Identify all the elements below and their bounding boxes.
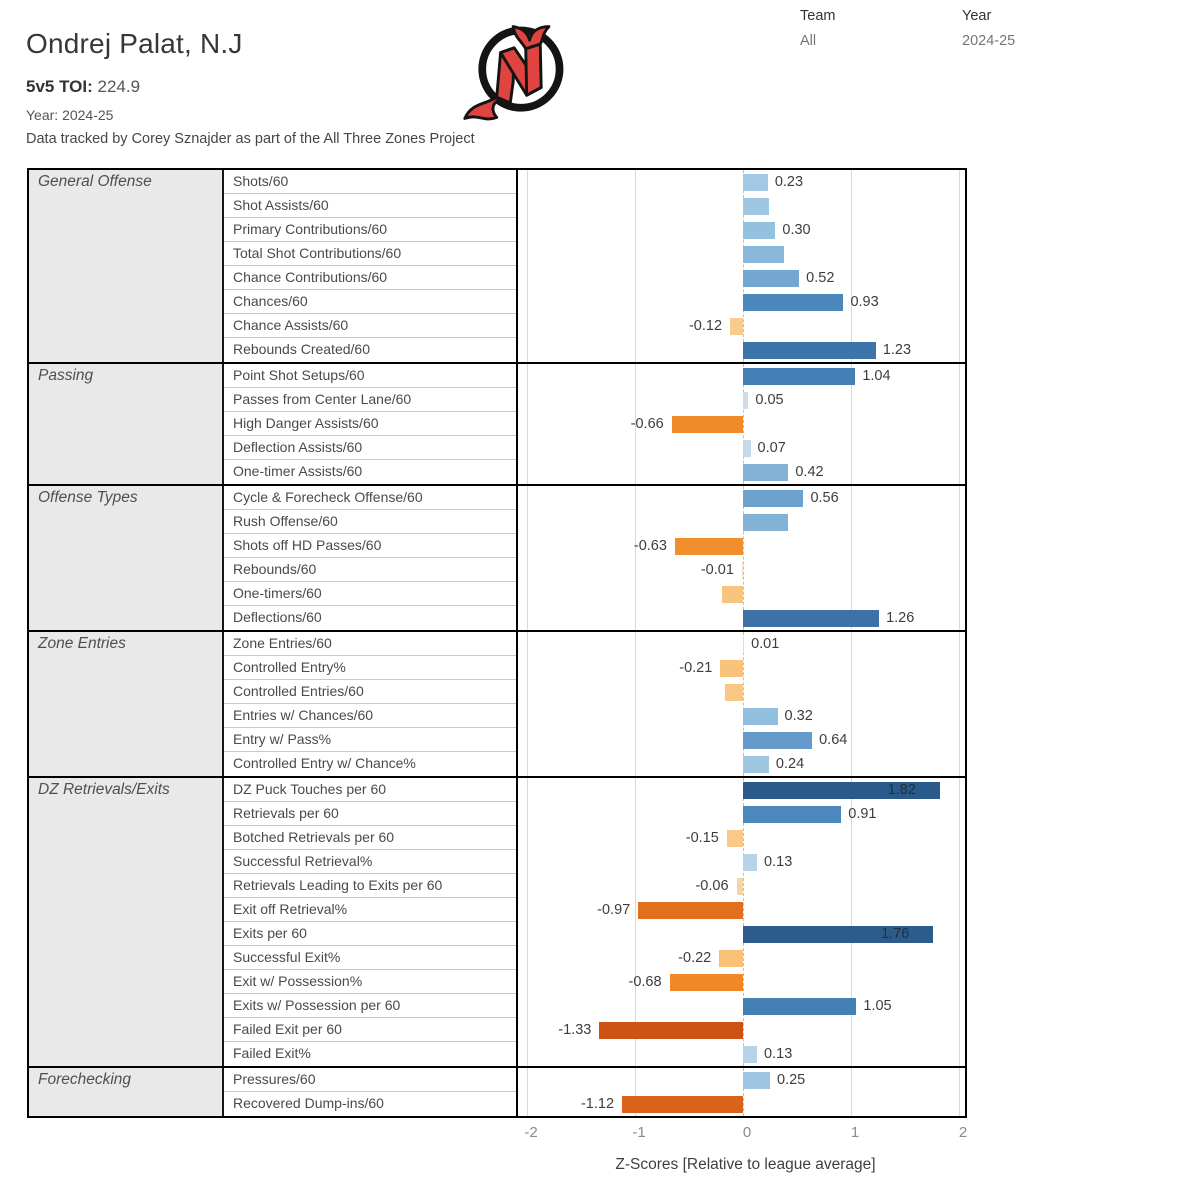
gridline (635, 632, 636, 776)
metric-list (224, 170, 518, 362)
bar-shot-assists-60[interactable] (743, 198, 769, 215)
gridline (527, 778, 528, 1066)
bar-value-label: 0.13 (764, 1046, 793, 1062)
metric-list (224, 1068, 518, 1116)
bar-cycle-forecheck-offense-60[interactable] (743, 490, 803, 507)
bar-shots-off-hd-passes-60[interactable] (675, 538, 743, 555)
gridline (959, 170, 960, 362)
bar-value-label: 0.93 (850, 294, 879, 310)
bar-controlled-entry-[interactable] (720, 660, 743, 677)
metric-label: Successful Retrieval% (224, 850, 516, 874)
bar-value-label: 0.01 (751, 636, 780, 652)
bar-value-label: -0.68 (628, 974, 662, 990)
section-label: Offense Types (29, 486, 224, 630)
section-label: Zone Entries (29, 632, 224, 776)
zero-line (743, 632, 744, 776)
bar-value-label: 0.91 (848, 806, 877, 822)
bar-retrievals-per-60[interactable] (743, 806, 841, 823)
gridline (527, 632, 528, 776)
bar-value-label: 0.25 (777, 1072, 806, 1088)
year-filter (962, 8, 1102, 49)
bar-rebounds-created-60[interactable] (743, 342, 876, 359)
metric-label: Botched Retrievals per 60 (224, 826, 516, 850)
bar-value-label: -1.12 (580, 1096, 615, 1112)
bar-successful-retrieval-[interactable] (743, 854, 757, 871)
gridline (851, 486, 852, 630)
metric-label: Retrievals Leading to Exits per 60 (224, 874, 516, 898)
metric-label: Exits w/ Possession per 60 (224, 994, 516, 1018)
bar-value-label: 0.24 (775, 756, 805, 772)
bar-value-label: -0.63 (633, 538, 667, 554)
metric-label: Failed Exit% (233, 1045, 311, 1061)
chart-panel (518, 170, 965, 362)
gridline (635, 170, 636, 362)
metric-label: Retrievals per 60 (224, 802, 516, 826)
metric-label: Rush Offense/60 (224, 510, 516, 534)
metric-label: Shots off HD Passes/60 (224, 534, 516, 558)
page-title: Ondrej Palat, N.J (26, 28, 243, 59)
metric-label: Exits per 60 (224, 922, 516, 946)
metric-label: One-timers/60 (224, 582, 516, 606)
bar-entry-w-pass-[interactable] (743, 732, 812, 749)
bar-retrievals-leading-to-exits-per-60[interactable] (737, 878, 743, 895)
metric-label: Controlled Entries/60 (224, 680, 516, 704)
bar-value-label: -0.97 (597, 902, 631, 918)
team-filter-value[interactable]: All (800, 33, 817, 49)
chart-panel (518, 1068, 965, 1116)
bar-botched-retrievals-per-60[interactable] (727, 830, 743, 847)
section-forechecking (29, 1066, 965, 1116)
x-axis-tick: 1 (850, 1124, 860, 1141)
stats-table (27, 168, 967, 1118)
gridline (527, 1068, 528, 1116)
bar-value-label: 0.56 (810, 490, 839, 506)
chart-panel (518, 486, 965, 630)
metric-label: Primary Contributions/60 (224, 218, 516, 242)
bar-value-label: 0.52 (806, 270, 835, 286)
bar-value-label: 0.30 (782, 222, 811, 238)
bar-value-label: 1.04 (862, 368, 891, 384)
bar-pressures-60[interactable] (743, 1072, 770, 1089)
metric-label: Chance Contributions/60 (224, 266, 516, 290)
team-filter-label: Team (800, 8, 836, 24)
metric-list (224, 364, 518, 484)
metric-label: Chances/60 (224, 290, 516, 314)
bar-passes-from-center-lane-60[interactable] (743, 392, 748, 409)
metric-label: Rebounds/60 (224, 558, 516, 582)
bar-successful-exit-[interactable] (719, 950, 743, 967)
bar-total-shot-contributions-60[interactable] (743, 246, 784, 263)
zero-line (743, 486, 744, 630)
x-axis (522, 1124, 969, 1144)
bar-value-label: -1.33 (558, 1022, 592, 1038)
bar-zone-entries-60[interactable] (743, 636, 744, 653)
toi-label: 5v5 TOI: (26, 77, 93, 96)
bar-point-shot-setups-60[interactable] (743, 368, 855, 385)
x-axis-tick: -1 (632, 1124, 646, 1141)
metric-label: Entries w/ Chances/60 (224, 704, 516, 728)
chart-panel (518, 632, 965, 776)
section-zone-entries (29, 630, 965, 776)
metric-label: Pressures/60 (224, 1068, 516, 1092)
bar-value-label: 1.76 (881, 926, 910, 942)
x-axis-tick: 0 (742, 1124, 752, 1141)
bar-value-label: 0.13 (764, 854, 793, 870)
bar-value-label: 0.32 (784, 708, 813, 724)
bar-deflection-assists-60[interactable] (743, 440, 751, 457)
bar-value-label: -0.01 (700, 562, 734, 578)
gridline (635, 486, 636, 630)
metric-label: Rebounds Created/60 (233, 341, 370, 357)
bar-value-label: -0.21 (679, 660, 713, 676)
metric-list (224, 632, 518, 776)
bar-value-label: -0.12 (688, 318, 723, 334)
section-label: Forechecking (29, 1068, 224, 1116)
metric-label: High Danger Assists/60 (224, 412, 516, 436)
metric-label: Exit w/ Possession% (224, 970, 516, 994)
x-axis-title: Z-Scores [Relative to league average] (615, 1156, 876, 1173)
bar-primary-contributions-60[interactable] (743, 222, 775, 239)
x-axis-tick: 2 (958, 1124, 968, 1141)
gridline (851, 632, 852, 776)
bar-rush-offense-60[interactable] (743, 514, 788, 531)
toi-line (26, 77, 140, 97)
credit-line: Data tracked by Corey Sznajder as part of the All Three Zones Project (26, 131, 475, 147)
bar-value-label: -0.15 (685, 830, 719, 846)
bar-controlled-entries-60[interactable] (725, 684, 743, 701)
bar-value-label: -0.22 (678, 950, 712, 966)
bar-value-label: 0.23 (774, 174, 804, 190)
gridline (851, 1068, 852, 1116)
year-line: Year: 2024-25 (26, 107, 114, 123)
x-axis-tick: -2 (524, 1124, 538, 1141)
gridline (527, 170, 528, 362)
section-label: Passing (29, 364, 224, 484)
bar-deflections-60[interactable] (743, 610, 879, 627)
bar-entries-w-chances-60[interactable] (743, 708, 778, 725)
bar-failed-exit-per-60[interactable] (599, 1022, 743, 1039)
metric-label: Controlled Entry% (224, 656, 516, 680)
gridline (959, 364, 960, 484)
section-label: DZ Retrievals/Exits (29, 778, 224, 1066)
year-filter-label: Year (962, 8, 992, 24)
metric-label: Point Shot Setups/60 (224, 364, 516, 388)
bar-value-label: 0.05 (755, 392, 784, 408)
section-general-offense (29, 170, 965, 362)
metric-label: Controlled Entry w/ Chance% (233, 755, 416, 771)
chart-panel (518, 364, 965, 484)
bar-exits-w-possession-per-60[interactable] (743, 998, 856, 1015)
bar-controlled-entry-w-chance-[interactable] (743, 756, 769, 773)
gridline (959, 632, 960, 776)
gridline (527, 364, 528, 484)
metric-label: Failed Exit per 60 (224, 1018, 516, 1042)
gridline (851, 170, 852, 362)
bar-chance-assists-60[interactable] (730, 318, 743, 335)
metric-list (224, 486, 518, 630)
bar-exit-off-retrieval-[interactable] (638, 902, 743, 919)
bar-recovered-dump-ins-60[interactable] (622, 1096, 743, 1113)
bar-value-label: 1.23 (882, 342, 912, 358)
section-offense-types (29, 484, 965, 630)
metric-label: Total Shot Contributions/60 (224, 242, 516, 266)
chart-panel (518, 778, 965, 1066)
metric-label: Passes from Center Lane/60 (224, 388, 516, 412)
bar-value-label: 1.05 (863, 998, 892, 1014)
metric-label: Exit off Retrieval% (224, 898, 516, 922)
bar-value-label: -0.66 (630, 416, 664, 432)
team-filter (800, 8, 940, 49)
bar-value-label: 0.07 (757, 440, 786, 456)
gridline (959, 778, 960, 1066)
section-passing (29, 362, 965, 484)
bar-value-label: -0.06 (695, 878, 729, 894)
metric-label: DZ Puck Touches per 60 (224, 778, 516, 802)
metric-label: Entry w/ Pass% (224, 728, 516, 752)
metric-label: Deflections/60 (233, 609, 322, 625)
metric-label: Zone Entries/60 (224, 632, 516, 656)
metric-label: Cycle & Forecheck Offense/60 (224, 486, 516, 510)
section-dz-retrievals-exits (29, 776, 965, 1066)
bar-chances-60[interactable] (743, 294, 843, 311)
toi-value: 224.9 (97, 77, 141, 96)
bar-one-timer-assists-60[interactable] (743, 464, 788, 481)
bar-shots-60[interactable] (743, 174, 768, 191)
metric-label: Successful Exit% (224, 946, 516, 970)
bar-value-label: 1.82 (887, 782, 916, 798)
section-label: General Offense (29, 170, 224, 362)
metric-list (224, 778, 518, 1066)
bar-value-label: 1.26 (886, 610, 915, 626)
year-filter-value[interactable]: 2024-25 (962, 33, 1016, 49)
bar-exit-w-possession-[interactable] (670, 974, 743, 991)
metric-label: Recovered Dump-ins/60 (233, 1095, 384, 1111)
metric-label: Chance Assists/60 (224, 314, 516, 338)
metric-label: Shots/60 (224, 170, 516, 194)
bar-value-label: 0.42 (795, 464, 824, 480)
gridline (959, 486, 960, 630)
gridline (959, 1068, 960, 1116)
metric-label: Shot Assists/60 (224, 194, 516, 218)
metric-label: Deflection Assists/60 (224, 436, 516, 460)
bar-value-label: 0.64 (819, 732, 848, 748)
new-jersey-devils-logo-icon (460, 10, 576, 134)
bar-one-timers-60[interactable] (722, 586, 743, 603)
gridline (527, 486, 528, 630)
bar-high-danger-assists-60[interactable] (672, 416, 743, 433)
bar-failed-exit-[interactable] (743, 1046, 757, 1063)
metric-label: One-timer Assists/60 (233, 463, 363, 479)
bar-chance-contributions-60[interactable] (743, 270, 799, 287)
bar-rebounds-60[interactable] (742, 562, 743, 579)
